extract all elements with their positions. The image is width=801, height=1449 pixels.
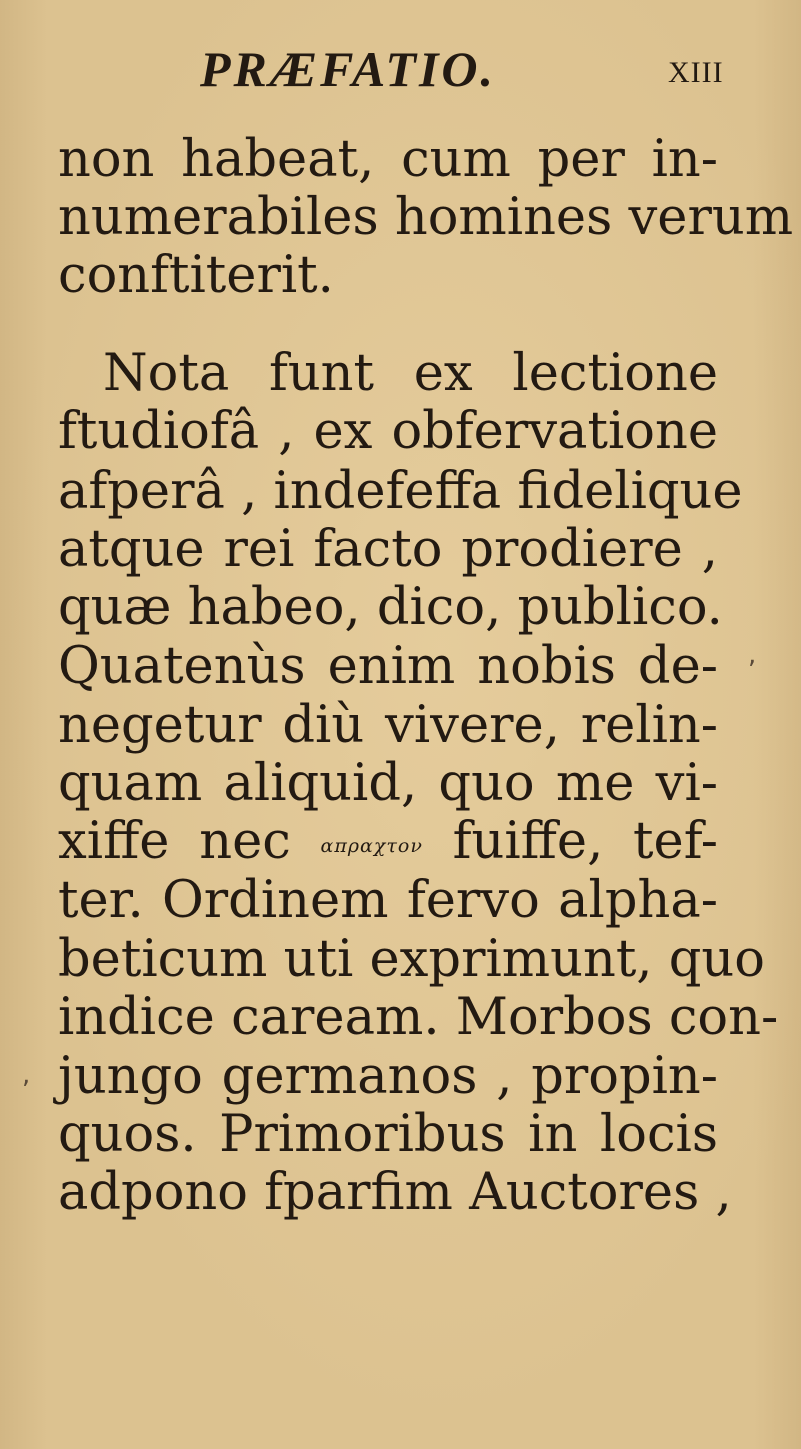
text-line: indice caream. Morbos con-: [58, 988, 779, 1047]
margin-mark: ,: [22, 1060, 31, 1090]
text-line: afperâ , indefeffa fidelique: [58, 462, 743, 521]
margin-mark: ,: [748, 640, 757, 670]
text-line: adpono fparfim Auctores ,: [58, 1163, 732, 1222]
text-line: quam aliquid, quo me vi-: [58, 754, 718, 813]
running-head-title: PRÆFATIO.: [200, 41, 497, 97]
text-segment: xiffe nec: [58, 812, 291, 871]
text-line: non habeat, cum per in-: [58, 130, 718, 189]
text-line: Nota funt ex lectione: [103, 344, 718, 403]
text-line: jungo germanos , propin-: [58, 1047, 718, 1106]
text-line: negetur diù vivere, relin-: [58, 696, 718, 755]
text-line: beticum uti exprimunt, quo: [58, 930, 765, 989]
text-line: ftudiofâ , ex obfervatione: [58, 402, 718, 461]
text-segment: fuiffe, tef-: [452, 812, 718, 871]
page-number: XIII: [668, 56, 724, 89]
text-line: numerabiles homines verum: [58, 188, 794, 247]
text-line: quos. Primoribus in locis: [58, 1105, 718, 1164]
text-line: atque rei facto prodiere ,: [58, 520, 718, 579]
text-line: [58, 812, 718, 876]
greek-word: απραχτον: [320, 835, 423, 857]
running-head: [200, 40, 724, 100]
text-line: ter. Ordinem fervo alpha-: [58, 871, 718, 930]
text-line: conftiterit.: [58, 246, 334, 305]
text-line: Quatenùs enim nobis de-: [58, 637, 718, 696]
text-line: quæ habeo, dico, publico.: [58, 578, 723, 637]
